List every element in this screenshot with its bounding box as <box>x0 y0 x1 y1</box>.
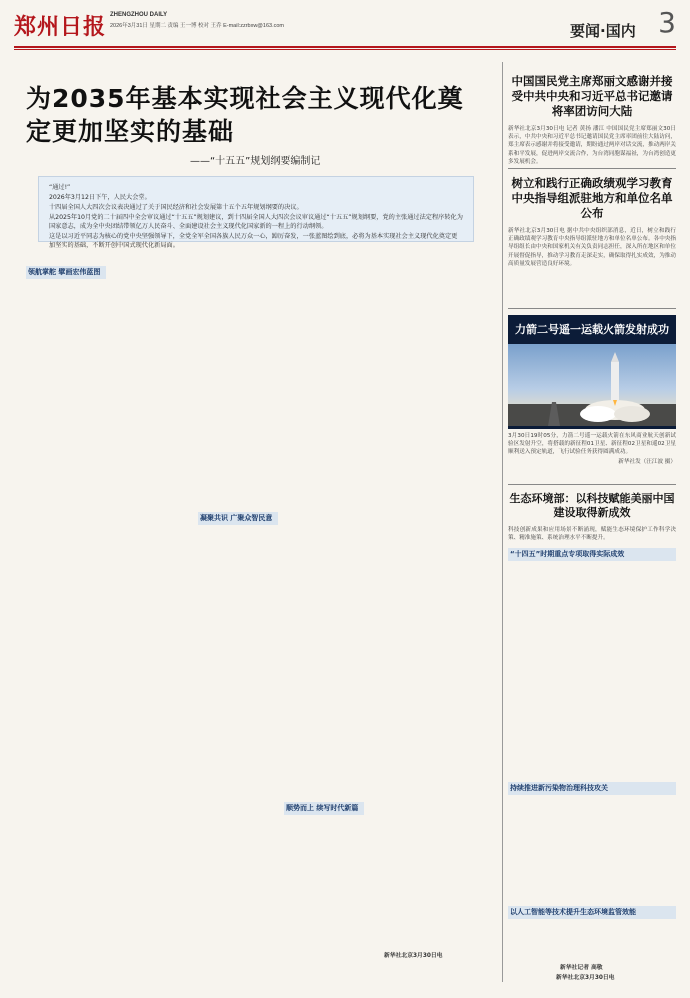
section-heading: 顺势而上 续写时代新篇 <box>284 802 364 815</box>
article-column-5 <box>370 262 450 972</box>
news-subheading: “十四五”时期重点专项取得实际成效 <box>508 548 676 561</box>
rocket-illustration <box>508 344 676 426</box>
lead-box <box>38 176 474 249</box>
section-heading: 领航掌舵 擘画宏伟蓝图 <box>26 266 106 279</box>
news-subheading: 以人工智能等技术提升生态环境监管效能 <box>508 906 676 919</box>
news-item-title: 中国国民党主席郑丽文感谢并接受中共中央和习近平总书记邀请将率团访问大陆 <box>511 74 673 118</box>
photo-caption: 3月30日19时05分，力箭二号遥一运载火箭在东风商业航天创新试验区发射升空，将搭载的新征程01卫星、新征程02卫星和遥02卫星顺利送入预定轨道，飞行试验任务获得圆满成功。 <box>508 433 676 456</box>
news-dateline: 新华社北京3月30日电 <box>556 975 615 981</box>
lead-paragraph: 十四届全国人大四次会议表决通过了关于国民经济和社会发展第十五个五年规划纲要的决议。 <box>49 204 303 211</box>
rocket-launch-photo <box>508 344 676 426</box>
news-item-2 <box>508 176 676 268</box>
divider <box>508 308 676 309</box>
lead-paragraph: 这是以习近平同志为核心的党中央坚强领导下，全党全军全国各族人民万众一心，踔厉奋发，一张蓝图绘到底，必将为基本实现社会主义现代化奠定更加坚实的基础，不断开创中国式现代化新局面。 <box>49 233 458 249</box>
photo-headline: 力箭二号遥一运载火箭发射成功 <box>515 323 669 336</box>
news-item-body: 科技创新成果和应用场景不断涌现，赋能生态环境保护工作科学决策、精准施策、系统治理水平不断提升。 <box>508 527 676 542</box>
section-label: 要闻·国内 <box>570 22 636 40</box>
issue-info: 2026年3月31日 星期二 责编 王一博 校对 王乔 E-mail:zzrbxw@163.com <box>110 23 284 29</box>
masthead <box>14 6 676 58</box>
newspaper-title-en: ZHENGZHOU DAILY <box>110 12 168 18</box>
section-heading: 凝聚共识 广聚众智民意 <box>198 512 278 525</box>
divider <box>508 484 676 485</box>
page-number: 3 <box>658 6 676 39</box>
lead-paragraph: 2026年3月12日下午，人民大会堂。 <box>49 194 151 201</box>
news-item-title: 树立和践行正确政绩观学习教育中央指导组派驻地方和单位名单公布 <box>511 176 673 220</box>
article-dateline: 新华社北京3月30日电 <box>384 953 443 959</box>
top-rule-thin <box>14 49 676 50</box>
article-column-4 <box>284 262 364 972</box>
article-column-3 <box>198 262 278 972</box>
news-item-4 <box>508 492 676 922</box>
news-byline: 新华社记者 高敬 <box>560 965 603 971</box>
news-subheading: 持续推进新污染物治理科技攻关 <box>508 782 676 795</box>
news-item-body: 新华社北京3月30日电 记者 黄扬 潘江 中国国民党主席郑丽文30日表示，中共中央和习近平总书记邀请国民党主席率团前往大陆访问，郑主席表示感谢并将接受邀请，期盼通过两岸对话交流，推动两岸关系和平发展，促进两岸交流合作，为台湾同胞谋福祉，为台湾创造更多发展机会。 <box>508 126 676 165</box>
main-headline: 为2035年基本实现社会主义现代化奠定更加坚实的基础 <box>26 84 464 146</box>
lead-paragraph: “通过!” <box>49 184 71 191</box>
article-column-1 <box>26 262 106 972</box>
news-item-1 <box>508 74 676 166</box>
article-column-2 <box>112 262 192 972</box>
photo-caption-box <box>508 432 676 466</box>
lead-paragraph: 从2025年10月党的二十届四中全会审议通过“十五五”规划建议，到十四届全国人大四次会议审议通过“十五五”规划纲要，党的主张通过法定程序转化为国家意志，成为全中央团结带领亿万人民奋斗、全面建设社会主义现代化国家新的一程上的行动纲领。 <box>49 214 463 230</box>
news-item-body: 新华社北京3月30日电 据中共中央组织部消息，近日，树立和践行正确政绩观学习教育中央指导组派驻地方和单位名单公布。各中央指导组组长由中央和国家机关有关负责同志担任，深入所在地区和单位开展督促指导，推动学习教育走深走实，确保取得扎实成效，为推动高质量发展营造良好环境。 <box>508 228 676 267</box>
divider <box>508 168 676 169</box>
main-subheadline: ——“十五五”规划纲要编制记 <box>190 156 321 167</box>
photo-credit: 新华社发（汪江波 摄） <box>618 458 676 465</box>
news-item-title: 生态环境部：以科技赋能美丽中国建设取得新成效 <box>509 492 675 519</box>
newspaper-title: 郑州日报 <box>14 14 107 40</box>
top-rule <box>14 46 676 48</box>
column-divider <box>502 62 503 982</box>
